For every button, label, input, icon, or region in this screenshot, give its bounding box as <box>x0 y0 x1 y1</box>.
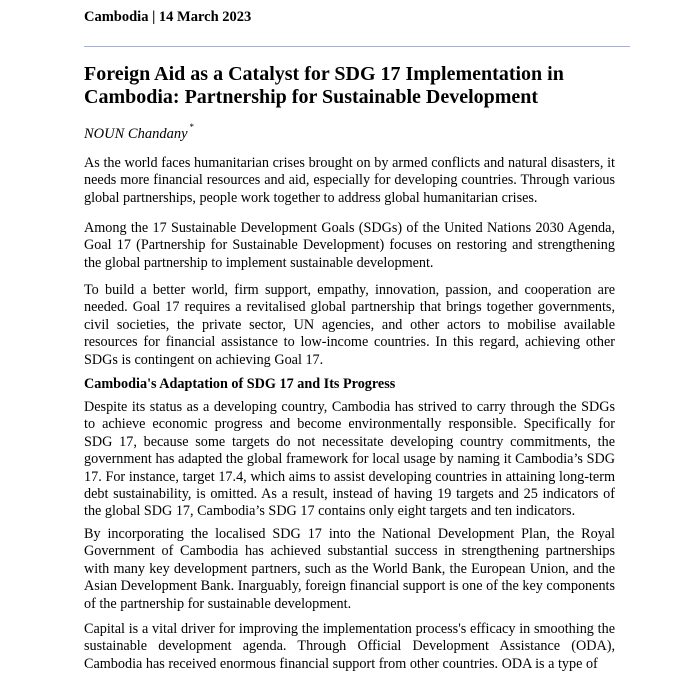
section-paragraph-1: Despite its status as a developing country, Cambodia has strived to carry through the SDGs to achieve economic progress and become environmentally responsible. Specifically for SDG 17, because some targets do not necessitate developing country commitments, the government has adapted the global framework for local usage by naming it Cambodia’s SDG 17. For instance, target 17.4, which aims to assist developing countries in attaining long-term debt sustainability, is omitted. As a result, instead of having 19 targets and 25 indicators of the global SDG 17, Cambodia’s SDG 17 contains only eight targets and ten indicators. <box>84 399 615 520</box>
header-divider <box>84 46 630 47</box>
section-heading: Cambodia's Adaptation of SDG 17 and Its Progress <box>84 376 396 392</box>
author-byline <box>84 120 194 143</box>
intro-paragraph-1: As the world faces humanitarian crises brought on by armed conflicts and natural disasters, it needs more financial resources and aid, especially for developing countries. Through various global partnerships, people work together to address global humanitarian crises. <box>84 155 615 206</box>
section-paragraph-2: By incorporating the localised SDG 17 into the National Development Plan, the Royal Government of Cambodia has achieved substantial success in strengthening partnerships with many key development partners, such as the World Bank, the European Union, and the Asian Development Bank. Inarguably, foreign financial support is one of the key components of the partnership for sustainable development. <box>84 526 615 612</box>
article-title: Foreign Aid as a Catalyst for SDG 17 Implementation in Cambodia: Partnership for Sustainable Development <box>84 63 564 108</box>
intro-paragraph-2: Among the 17 Sustainable Development Goals (SDGs) of the United Nations 2030 Agenda, Goal 17 (Partnership for Sustainable Development) focuses on restoring and strengthening the global partnership to implement sustainable development. <box>84 220 615 271</box>
author-name: NOUN Chandany <box>84 125 188 142</box>
author-footnote-marker[interactable]: * <box>189 122 195 132</box>
section-paragraph-3: Capital is a vital driver for improving the implementation process's efficacy in smoothing the sustainable development agenda. Through Official Development Assistance (ODA), Cambodia has received enormous financial support from other countries. ODA is a type of <box>84 621 615 672</box>
intro-paragraph-3: To build a better world, firm support, empathy, innovation, passion, and cooperation are needed. Goal 17 requires a revitalised global partnership that brings together governments, civil societies, the private sector, UN agencies, and other actors to mobilise available resources for financial assistance to low-income countries. In this regard, achieving other SDGs is contingent on achieving Goal 17. <box>84 282 615 368</box>
dateline: Cambodia | 14 March 2023 <box>84 9 252 25</box>
